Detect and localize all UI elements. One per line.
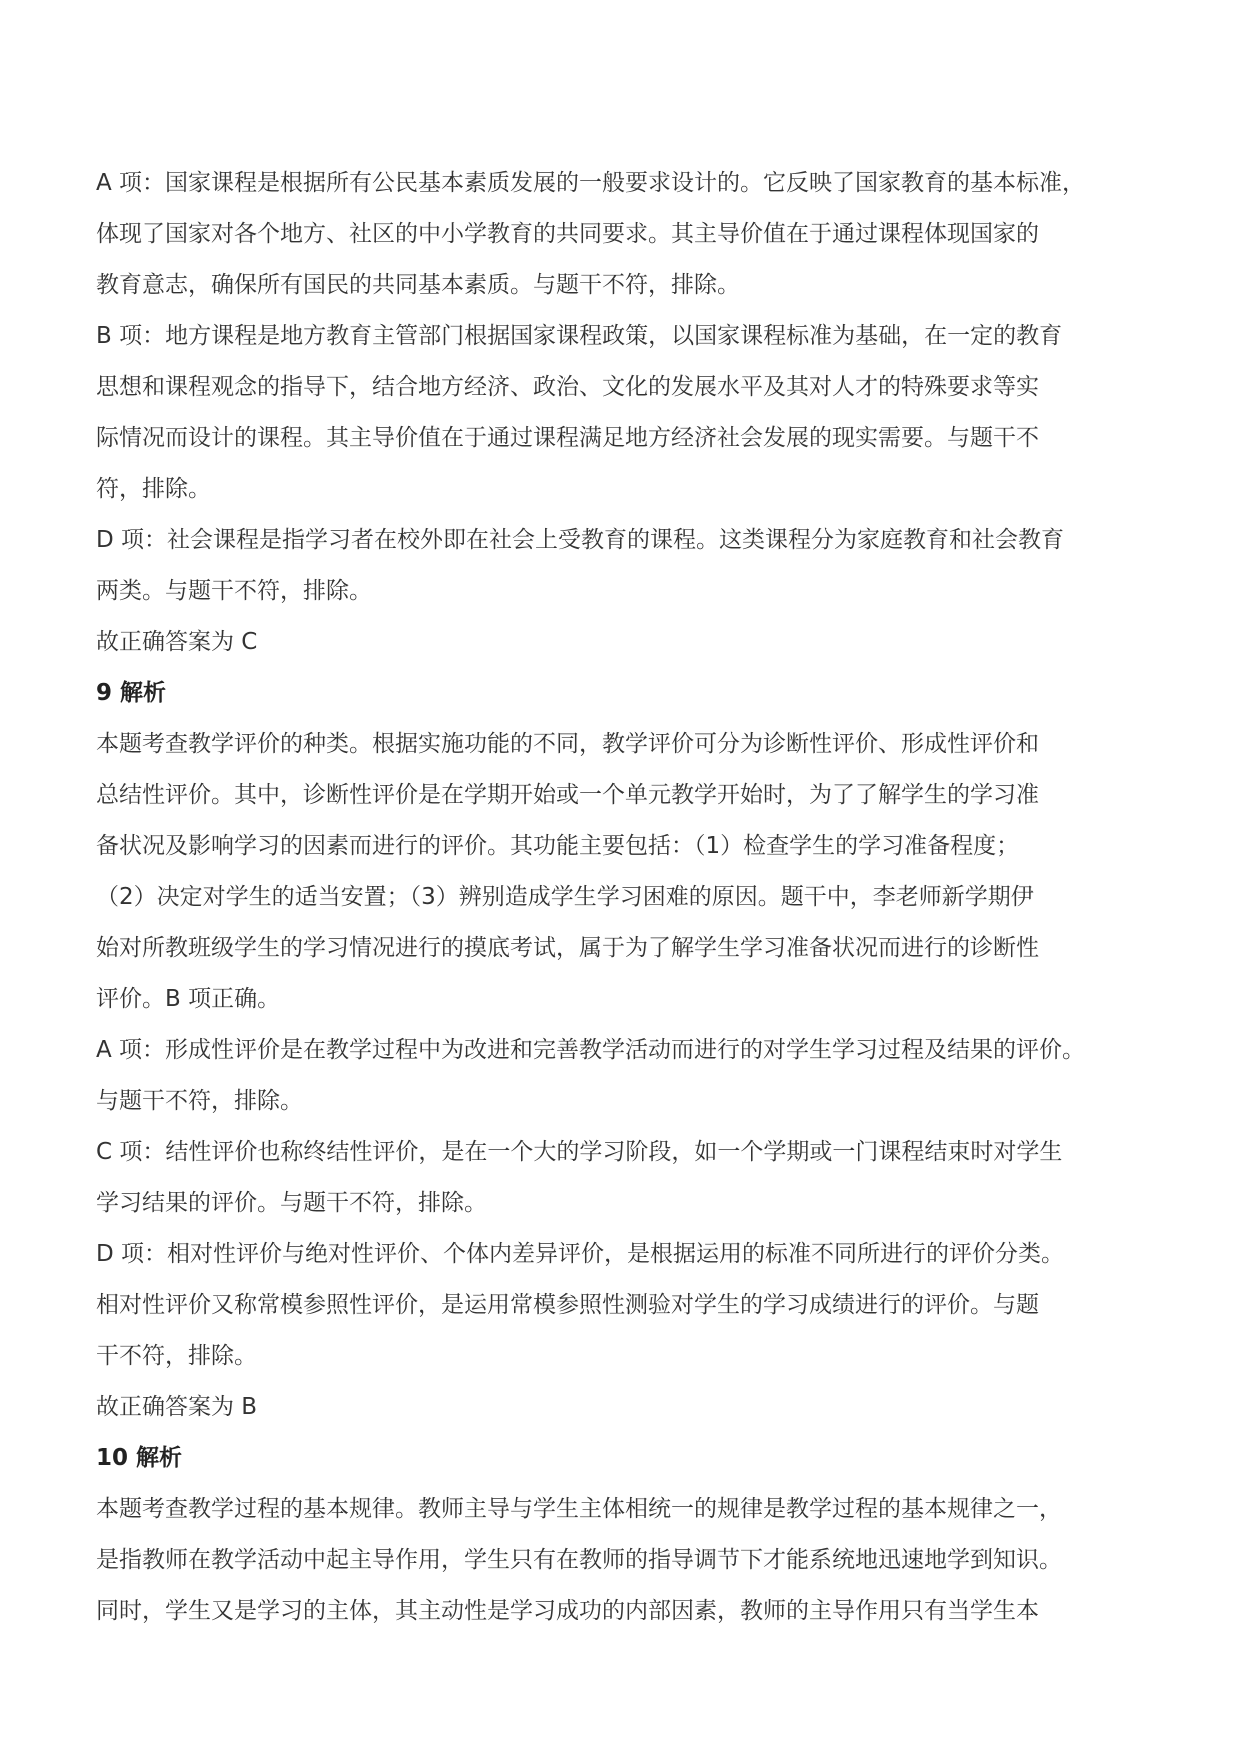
- text-line: 备状况及影响学习的因素而进行的评价。其功能主要包括：（1）检查学生的学习准备程度；: [96, 833, 1020, 859]
- text-line: 同时，学生又是学习的主体，其主动性是学习成功的内部因素，教师的主导作用只有当学生本: [96, 1598, 1039, 1624]
- text-line: D 项：相对性评价与绝对性评价、个体内差异评价，是根据运用的标准不同所进行的评价分类。: [96, 1241, 1065, 1267]
- text-line: 是指教师在教学活动中起主导作用，学生只有在教师的指导调节下才能系统地迅速地学到知识。: [96, 1547, 1062, 1573]
- text-line: B 项：地方课程是地方教育主管部门根据国家课程政策，以国家课程标准为基础，在一定的教育: [96, 323, 1063, 349]
- text-line: A 项：国家课程是根据所有公民基本素质发展的一般要求设计的。它反映了国家教育的基本标准，: [96, 170, 1086, 196]
- text-line: 学习结果的评价。与题干不符，排除。: [96, 1190, 487, 1216]
- text-line: 本题考查教学过程的基本规律。教师主导与学生主体相统一的规律是教学过程的基本规律之一，: [96, 1496, 1062, 1522]
- text-line: 故正确答案为 C: [96, 629, 258, 655]
- text-line: 始对所教班级学生的学习情况进行的摸底考试，属于为了解学生学习准备状况而进行的诊断性: [96, 935, 1039, 961]
- text-line: （2）决定对学生的适当安置；（3）辨别造成学生学习困难的原因。题干中，李老师新学期伊: [96, 884, 1034, 910]
- text-line: 际情况而设计的课程。其主导价值在于通过课程满足地方经济社会发展的现实需要。与题干不: [96, 425, 1039, 451]
- text-line: 两类。与题干不符，排除。: [96, 578, 372, 604]
- text-line: D 项：社会课程是指学习者在校外即在社会上受教育的课程。这类课程分为家庭教育和社会教育: [96, 527, 1065, 553]
- document-body: [96, 158, 1176, 1637]
- text-line: 干不符，排除。: [96, 1343, 257, 1369]
- text-line: 相对性评价又称常模参照性评价，是运用常模参照性测验对学生的学习成绩进行的评价。与题: [96, 1292, 1039, 1318]
- text-line: 故正确答案为 B: [96, 1394, 258, 1420]
- text-line: 本题考查教学评价的种类。根据实施功能的不同，教学评价可分为诊断性评价、形成性评价和: [96, 731, 1039, 757]
- text-line: A 项：形成性评价是在教学过程中为改进和完善教学活动而进行的对学生学习过程及结果的评价。: [96, 1037, 1086, 1063]
- text-line: 思想和课程观念的指导下，结合地方经济、政治、文化的发展水平及其对人才的特殊要求等实: [96, 374, 1039, 400]
- section-heading: 9 解析: [96, 680, 167, 706]
- text-line: 教育意志，确保所有国民的共同基本素质。与题干不符，排除。: [96, 272, 740, 298]
- text-line: 评价。B 项正确。: [96, 986, 281, 1012]
- text-line: C 项：结性评价也称终结性评价，是在一个大的学习阶段，如一个学期或一门课程结束时对学生: [96, 1139, 1063, 1165]
- section-heading: 10 解析: [96, 1445, 183, 1471]
- text-line: 与题干不符，排除。: [96, 1088, 303, 1114]
- text-line: 总结性评价。其中，诊断性评价是在学期开始或一个单元教学开始时，为了了解学生的学习准: [96, 782, 1039, 808]
- text-line: 体现了国家对各个地方、社区的中小学教育的共同要求。其主导价值在于通过课程体现国家的: [96, 221, 1039, 247]
- text-line: 符，排除。: [96, 476, 211, 502]
